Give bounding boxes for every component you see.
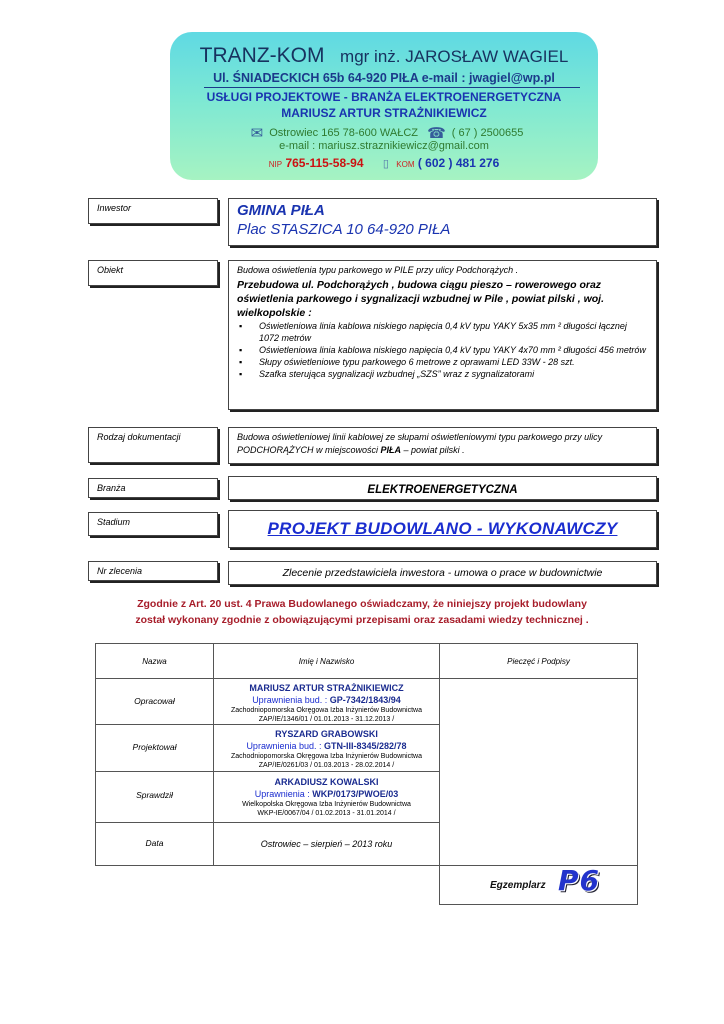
license-number: GTN-III-8345/282/78 — [324, 741, 407, 751]
person-chamber: Zachodniopomorska Okręgowa Izba Inżynierów Budownictwa — [230, 753, 423, 760]
object-box — [228, 260, 657, 410]
company-address: Ul. ŚNIADECKICH 65b 64-920 PIŁA e-mail : jwagiel@wp.pl — [213, 71, 555, 85]
doctype-label: Rodzaj dokumentacji — [88, 427, 218, 463]
person-cell — [213, 678, 440, 725]
object-label: Obiekt — [88, 260, 218, 286]
order-box — [228, 561, 657, 585]
contact-email: e-mail : mariusz.straznikiewicz@gmail.com — [279, 140, 489, 152]
doctype-text — [237, 431, 648, 457]
role-label: Sprawdził — [136, 790, 173, 800]
declaration — [0, 596, 724, 628]
branch-label: Branża — [88, 478, 218, 498]
contact-phone: ( 67 ) 2500655 — [451, 127, 524, 139]
branch-value: ELEKTROENERGETYCZNA — [367, 484, 518, 496]
role-label: Opracował — [134, 696, 175, 706]
nip-label: NIP — [268, 160, 283, 169]
investor-label: Inwestor — [88, 198, 218, 224]
stamps-cell — [439, 678, 638, 866]
header-cell — [439, 643, 638, 679]
person-name: ARKADIUSZ KOWALSKI — [274, 777, 379, 787]
object-intro: Budowa oświetlenia typu parkowego w PILE przy ulicy Podchorążych . — [237, 265, 519, 275]
signature-table — [95, 643, 638, 905]
declaration-line-2: został wykonany zgodnie z obowiązującymi przepisami oraz zasadami wiedzy technicznej . — [135, 614, 589, 626]
doctype-text-main: Budowa oświetleniowej linii kablowej ze słupami oświetleniowymi typu parkowego przy ulicy PODCHORĄŻYCH w miejscowości — [237, 432, 603, 455]
person-name: MARIUSZ ARTUR STRAŻNIKIEWICZ — [249, 683, 404, 693]
copy-label — [490, 875, 546, 893]
person-chamber: Wielkopolska Okręgowa Izba Inżynierów Budownictwa — [242, 801, 411, 808]
declaration-line-1: Zgodnie z Art. 20 ust. 4 Prawa Budowlanego oświadczamy, że niniejszy projekt budowlany — [137, 598, 587, 610]
copy-label-text: Egzemplarz — [490, 880, 546, 891]
envelope-icon: ✉ — [250, 125, 264, 142]
company-name: TRANZ-KOM — [199, 44, 325, 67]
object-title: Przebudowa ul. Podchorążych , budowa ciągu pieszo – rowerowego oraz oświetlenia parkowego i sygnalizacji wzbudnej w Pile , powiat pilski , woj. wielkopolskie : — [237, 279, 604, 319]
doctype-city: PIŁA — [380, 445, 402, 455]
mobile-phone-icon: ▯ — [382, 158, 389, 170]
header-title — [170, 44, 598, 68]
header-cell — [213, 643, 440, 679]
stage-label: Stadium — [88, 512, 218, 536]
doctype-text-tail: – powiat pilski . — [401, 445, 465, 455]
date-value: Ostrowiec – sierpień – 2013 roku — [260, 839, 393, 849]
object-item: ▪ Oświetleniowa linia kablowa niskiego napięcia 0,4 kV typu YAKY 5x35 mm ² długości łącznej 1072 metrów — [237, 320, 648, 344]
header-full-name: Imię i Nazwisko — [298, 657, 355, 666]
person-registration: ZAP/IE/1346/01 / 01.01.2013 - 31.12.2013 / — [258, 716, 395, 723]
copy-code: P6 — [558, 864, 601, 897]
object-item: ▪ Szafka sterująca sygnalizacji wzbudnej „SZS” wraz z sygnalizatorami — [237, 368, 648, 380]
order-label: Nr zlecenia — [88, 561, 218, 581]
investor-name: GMINA PIŁA — [237, 202, 325, 219]
object-items — [237, 320, 648, 380]
person-chamber: Zachodniopomorska Okręgowa Izba Inżynierów Budownictwa — [230, 707, 423, 714]
kom-label: KOM — [396, 160, 415, 169]
date-cell — [213, 822, 440, 866]
investor-address: Plac STASZICA 10 64-920 PIŁA — [237, 221, 451, 238]
person-registration: WKP-IE/0067/04 / 01.02.2013 - 31.01.2014 / — [257, 810, 396, 817]
person-license — [214, 788, 439, 800]
person-license — [214, 740, 439, 752]
header-cell — [95, 643, 214, 679]
date-label: Data — [145, 838, 164, 848]
license-label: Uprawnienia bud. : — [246, 741, 322, 751]
contact-address: Ostrowiec 165 78-600 WAŁCZ — [269, 127, 419, 139]
order-value: Zlecenie przedstawiciela inwestora - umowa o prace w budownictwie — [282, 567, 603, 579]
role-label: Projektował — [132, 742, 177, 752]
role-cell — [95, 822, 214, 866]
object-item: ▪ Słupy oświetleniowe typu parkowego 6 metrowe z oprawami LED 33W - 28 szt. — [237, 356, 648, 368]
kom-value: ( 602 ) 481 276 — [417, 156, 500, 170]
person-cell — [213, 771, 440, 823]
license-number: WKP/0173/PWOE/03 — [312, 789, 399, 799]
nip-value: 765-115-58-94 — [285, 156, 364, 170]
stage-box — [228, 510, 657, 548]
role-cell — [95, 771, 214, 823]
company-owner: mgr inż. JAROSŁAW WAGIEL — [340, 47, 569, 66]
person-license — [214, 694, 439, 706]
copy-cell — [439, 865, 638, 905]
license-label: Uprawnienia : — [254, 789, 310, 799]
license-number: GP-7342/1843/94 — [329, 695, 401, 705]
role-cell — [95, 678, 214, 725]
designer-name: MARIUSZ ARTUR STRAŻNIKIEWICZ — [281, 106, 487, 120]
person-registration: ZAP/IE/0261/03 / 01.03.2013 - 28.02.2014 / — [258, 762, 395, 769]
doctype-box — [228, 427, 657, 464]
header-stamps: Pieczęć i Podpisy — [507, 657, 570, 666]
branch-box — [228, 476, 657, 500]
role-cell — [95, 724, 214, 772]
company-header — [170, 32, 598, 180]
id-line — [170, 156, 598, 170]
person-name: RYSZARD GRABOWSKI — [275, 729, 378, 739]
header-name: Nazwa — [142, 657, 167, 666]
copy-code-wrap — [558, 864, 600, 897]
stage-value: PROJEKT BUDOWLANO - WYKONAWCZY — [267, 519, 618, 538]
person-cell — [213, 724, 440, 772]
telephone-icon: ☎ — [427, 125, 446, 142]
license-label: Uprawnienia bud. : — [252, 695, 328, 705]
investor-box — [228, 198, 657, 246]
header-divider — [204, 87, 580, 88]
company-services: USŁUGI PROJEKTOWE - BRANŻA ELEKTROENERGETYCZNA — [206, 90, 562, 104]
object-item: ▪ Oświetleniowa linia kablowa niskiego napięcia 0,4 kV typu YAKY 4x70 mm ² długości 456 metrów — [237, 344, 648, 356]
